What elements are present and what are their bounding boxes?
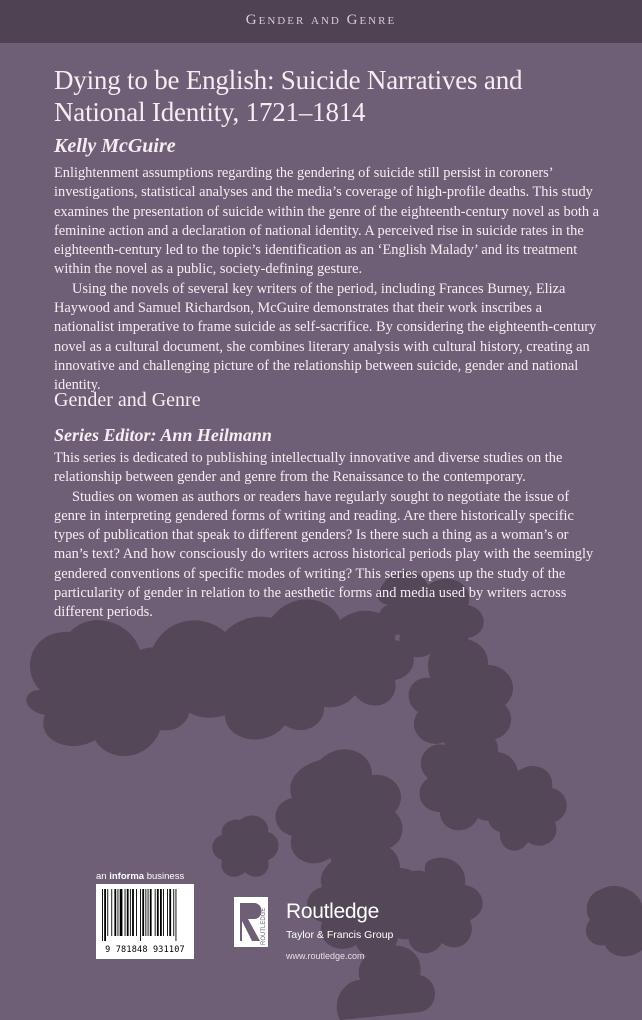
barcode-bar: [173, 889, 174, 936]
book-blurb: [54, 164, 602, 396]
series-paragraph: Studies on women as authors or readers have regularly sought to negotiate the issue of genre in interpreting gendered forms of writing and reading. Are there historically specific types of publication that speak to different genders? Is there such a thing as a woman’s or man’s text? And how consciously do writers across historical periods play with the seemingly gendered conventions of specific modes of writing? This series opens up the study of the particularity of gender in relation to the aesthetic forms and media used by writers across different periods.: [54, 488, 594, 621]
barcode-bars: [102, 889, 188, 941]
publisher-group: Taylor & Francis Group: [286, 929, 394, 941]
barcode-bar: [167, 889, 168, 936]
routledge-logo-icon: [234, 897, 268, 947]
series-title: Gender and Genre: [54, 389, 201, 411]
publisher-name: Routledge: [286, 900, 380, 923]
series-paragraph: This series is dedicated to publishing intellectually innovative and diverse studies on the relationship between gender and genre from the Renaissance to the contemporary.: [54, 450, 563, 486]
barcode-bar: [163, 889, 164, 936]
barcode-bar: [120, 889, 123, 936]
barcode-bar: [155, 889, 156, 936]
barcode-bar: [125, 889, 126, 936]
series-header-text: Gender and Genre: [245, 12, 397, 28]
book-title: Dying to be English: Suicide Narratives and National Identity, 1721–1814: [54, 65, 523, 127]
barcode-bar: [107, 889, 108, 936]
barcode-bar: [132, 889, 134, 936]
barcode-bar: [157, 889, 159, 936]
barcode-bar: [169, 889, 171, 936]
barcode-bar: [102, 889, 103, 941]
book-author: Kelly McGuire: [54, 135, 176, 157]
barcode-bar: [111, 889, 112, 936]
barcode-bar: [148, 889, 149, 936]
isbn-barcode: [96, 884, 194, 959]
blurb-paragraph: Using the novels of several key writers of the period, including Frances Burney, Eliza Haywood and Samuel Richardson, McGuire demonstrates that their work inscribes a nationalist imperative to frame suicide as self-sacrifice. By considering the eighteenth-century novel as a cultural document, she combines literary analysis with cultural history, creating an innovative and challenging picture of the relationship between suicide, gender and national identity.: [54, 280, 597, 394]
barcode-bar: [114, 889, 116, 936]
barcode-bar: [176, 889, 177, 941]
barcode-bar: [140, 889, 141, 941]
barcode-bar: [118, 889, 119, 936]
barcode-bar: [160, 889, 162, 936]
informa-business-line: an informa business: [96, 871, 185, 882]
barcode-bar: [136, 889, 137, 936]
barcode-bar: [150, 889, 152, 936]
barcode-bar: [145, 889, 146, 936]
publisher-url[interactable]: www.routledge.com: [286, 951, 365, 961]
series-editor: Series Editor: Ann Heilmann: [54, 425, 272, 445]
barcode-bar: [130, 889, 131, 936]
barcode-bar: [142, 889, 144, 936]
series-description: [54, 449, 602, 623]
isbn-digits: 9 781848 931107: [105, 945, 185, 955]
blurb-paragraph: Enlightenment assumptions regarding the gendering of suicide still persist in coroners’ investigations, statistical analyses and the media’s coverage of high-profile deaths. This study examines the presentation of suicide within the genre of the eighteenth-century novel as both a feminine action and a declaration of national identity. A perceived rise in suicide rates in the eighteenth-century led to the topic’s identification as an ‘English Malady’ and its treatment within the novel as a public, society-defining gesture.: [54, 165, 600, 278]
barcode-bar: [104, 889, 106, 941]
routledge-logo-text: ROUTLEDGE: [261, 907, 267, 945]
barcode-bar: [127, 889, 129, 936]
